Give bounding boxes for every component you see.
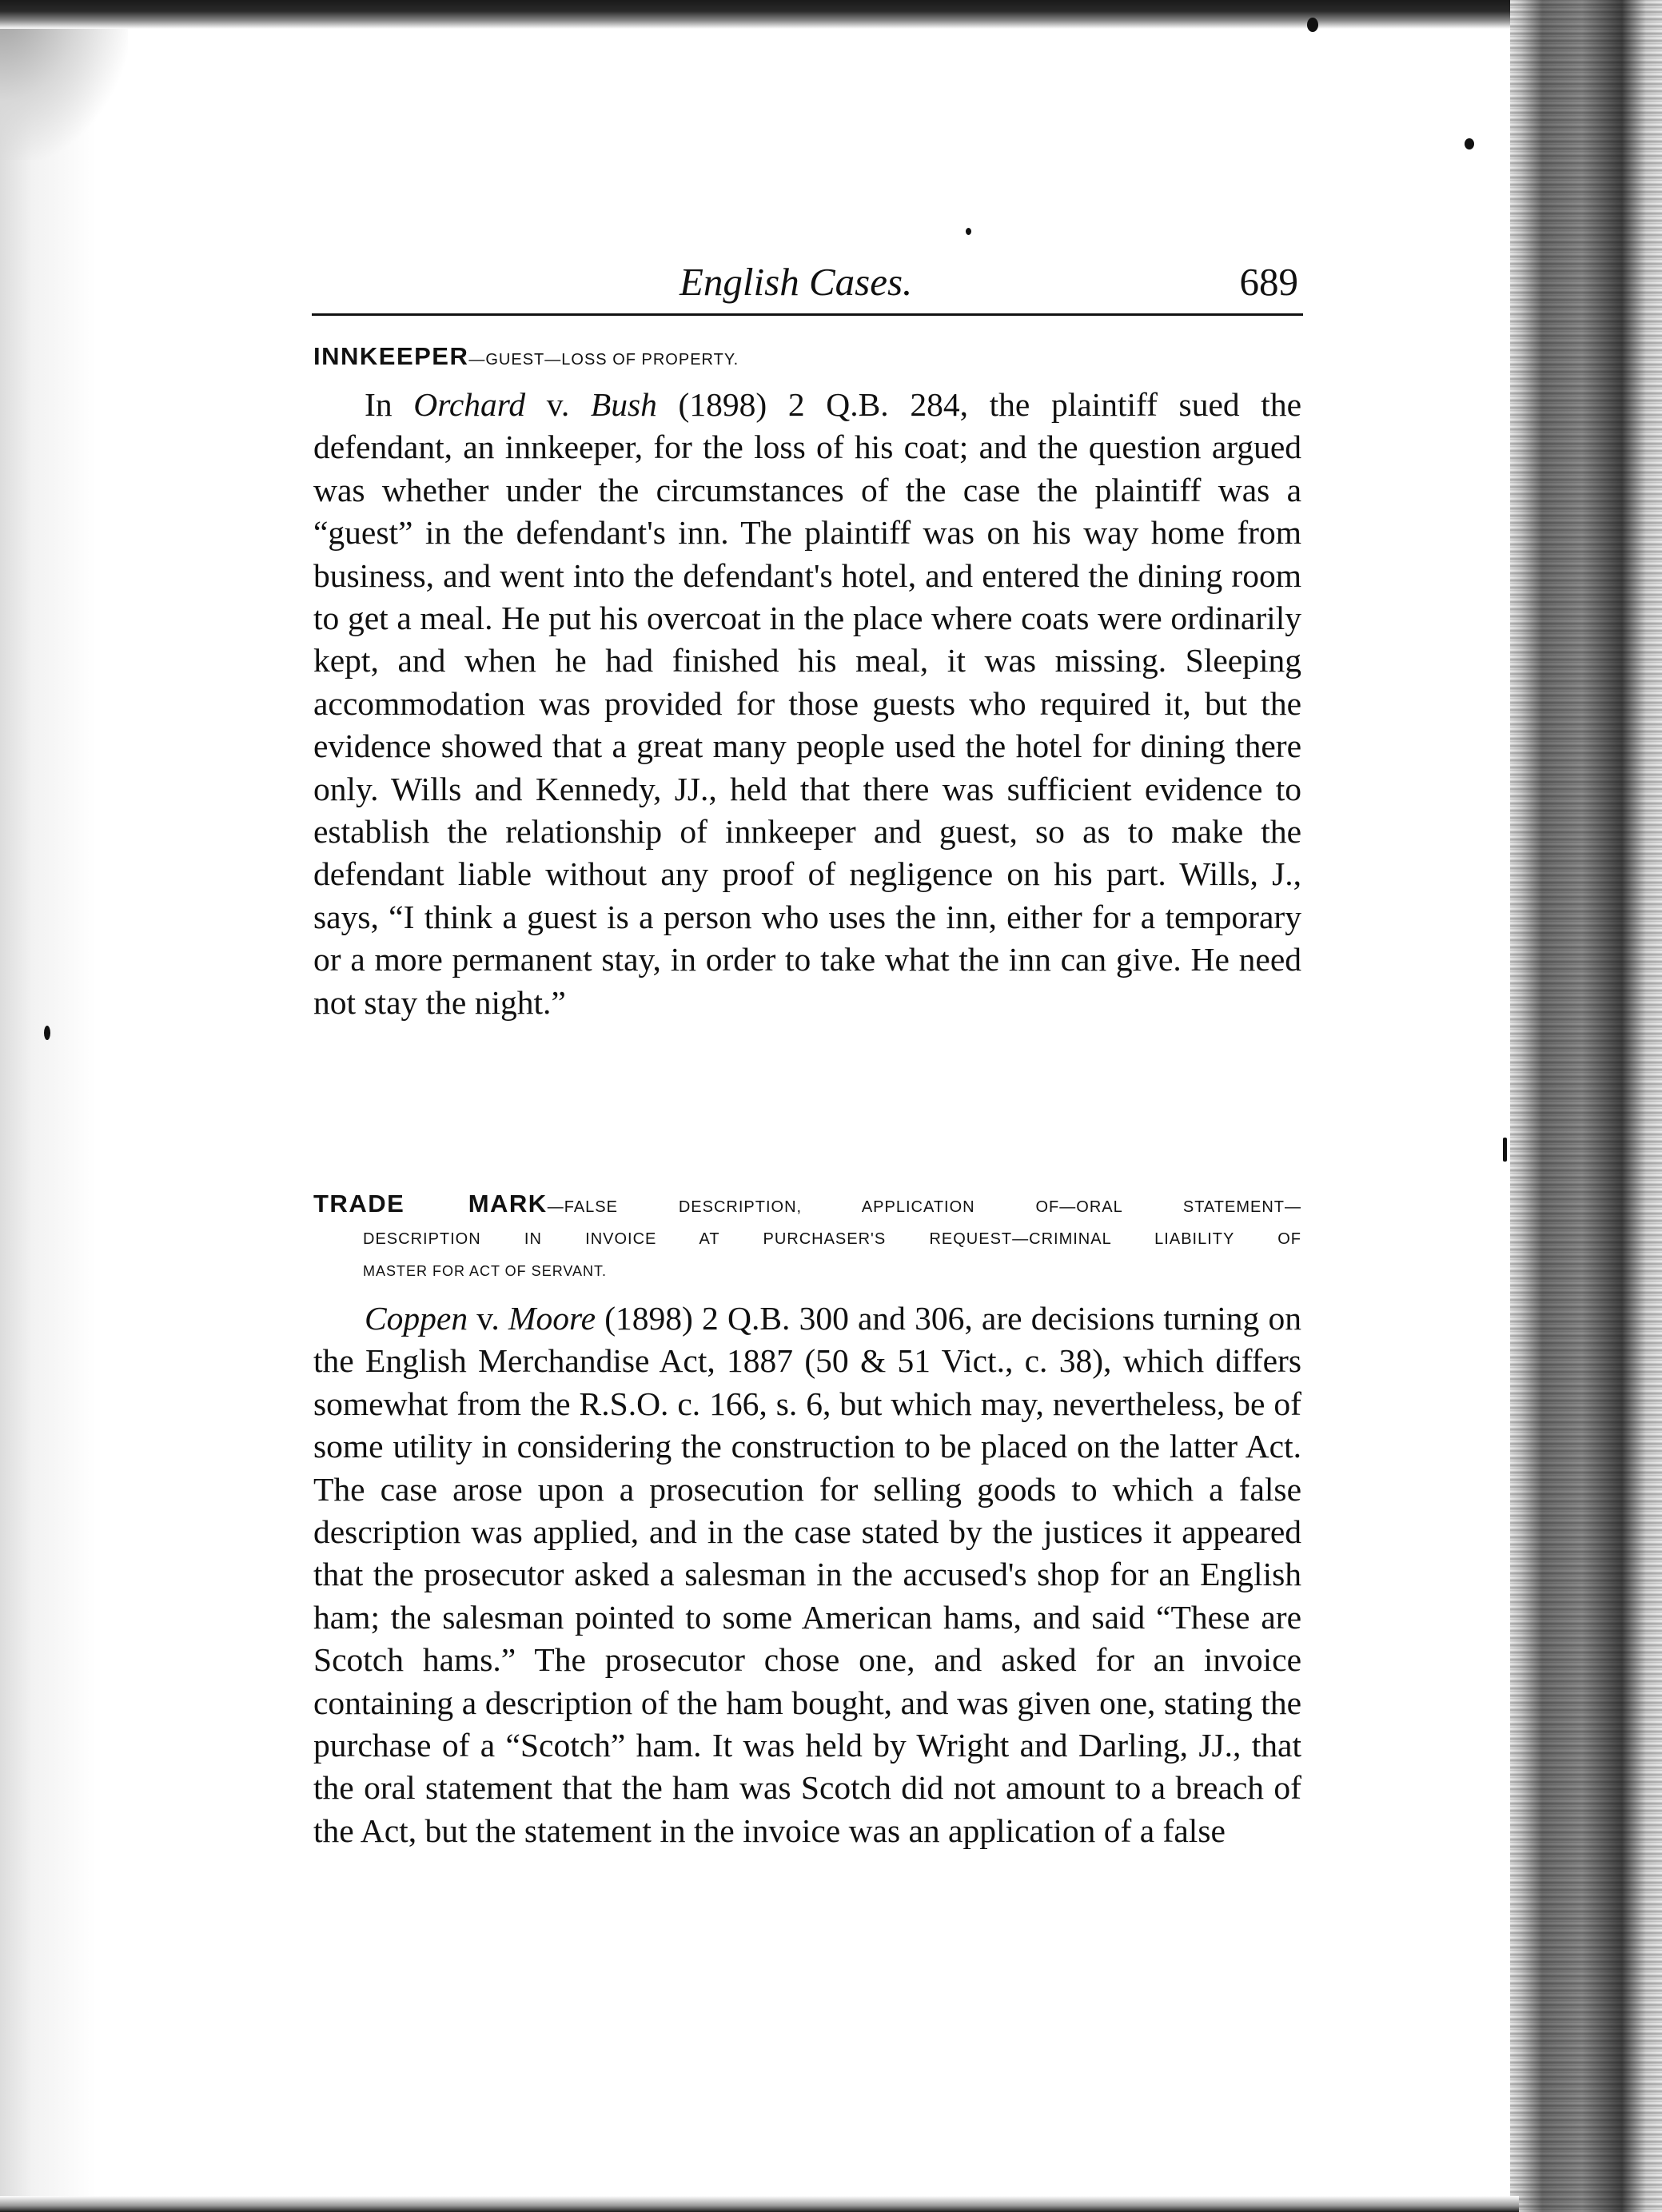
section-heading-lead: INNKEEPER <box>313 342 469 370</box>
case-versus: v. <box>525 386 591 423</box>
paragraph-text: (1898) 2 Q.B. 300 and 306, are decisions turning on the English Merchandise Act, 1887 (50 & 51 Vict., c. 38), which differs somewhat from the R.S.O. c. 166, s. 6, but which may, nevertheless, be of some utility in considering the construction to be placed on the latter Act. The case arose upon a prosecution for selling goods to which a false description was applied, and in the case stated by the justices it appeared that the prosecutor asked a salesman in the accused's shop for an English ham; the salesman pointed to some American hams, and said “These are Scotch hams.” The prosecutor chose one, and asked for an invoice containing a description of the ham bought, and was given one, stating the purchase of a “Scotch” ham. It was held by Wright and Darling, JJ., that the oral statement that the ham was Scotch did not amount to a breach of the Act, but the statement in the invoice was an application of a false <box>313 1300 1301 1849</box>
case-party-2: Bush <box>590 386 657 423</box>
section-heading-sub: —GUEST—LOSS OF PROPERTY. <box>468 351 739 369</box>
scan-top-edge <box>0 0 1662 29</box>
section-heading-sub: —FALSE DESCRIPTION, APPLICATION OF—ORAL STATEMENT— <box>547 1198 1302 1216</box>
case-party-1: Orchard <box>413 386 526 423</box>
header-rule <box>312 313 1303 316</box>
case-party-2: Moore <box>508 1300 596 1337</box>
scan-speck <box>44 1026 50 1040</box>
header-title: English Cases. <box>680 260 913 304</box>
case-party-1: Coppen <box>365 1300 468 1337</box>
scan-speck <box>1465 138 1474 149</box>
section-heading-line: MASTER FOR ACT OF SERVANT. <box>363 1263 608 1279</box>
scan-speck <box>1307 18 1318 32</box>
paragraph-trade-mark <box>313 1297 1301 1852</box>
running-head <box>313 254 1301 310</box>
section-heading-trade-mark <box>313 1188 1301 1287</box>
paragraph-opening: In <box>365 386 414 423</box>
section-heading-lead: TRADE MARK <box>313 1190 548 1218</box>
scan-speck <box>966 228 971 235</box>
section-heading-line <box>313 1188 1301 1223</box>
section-heading-line: DESCRIPTION IN INVOICE AT PURCHASER'S REQUEST—CRIMINAL LIABILITY OF <box>363 1230 1301 1248</box>
scan-book-spine <box>1510 0 1662 2212</box>
page-number: 689 <box>1239 260 1298 304</box>
scan-left-margin-shadow <box>0 0 96 2212</box>
paragraph-text: (1898) 2 Q.B. 284, the plaintiff sued the defendant, an innkeeper, for the loss of his coat; and the question argued was whether under the circumstances of the case the plaintiff was a “guest” in the defendant's inn. The plaintiff was on his way home from business, and went into the defendant's hotel, and entered the dining room to get a meal. He put his overcoat in the place where coats were ordinarily kept, and when he had finished his meal, it was missing. Sleeping accommodation was provided for those guests who required it, but the evidence showed that a great many people used the hotel for dining there only. Wills and Kennedy, JJ., held that there was sufficient evidence to establish the relationship of innkeeper and guest, so as to make the defendant liable without any proof of negligence on his part. Wills, J., says, “I think a guest is a person who uses the inn, either for a temporary or a more permanent stay, in order to take what the inn can give. He need not stay the night.” <box>313 386 1301 1021</box>
scan-speck <box>1503 1138 1507 1162</box>
paragraph-innkeeper <box>313 384 1301 1024</box>
section-heading-innkeeper <box>313 339 1301 377</box>
case-versus: v. <box>468 1300 508 1337</box>
scan-bottom-edge <box>0 2196 1519 2212</box>
